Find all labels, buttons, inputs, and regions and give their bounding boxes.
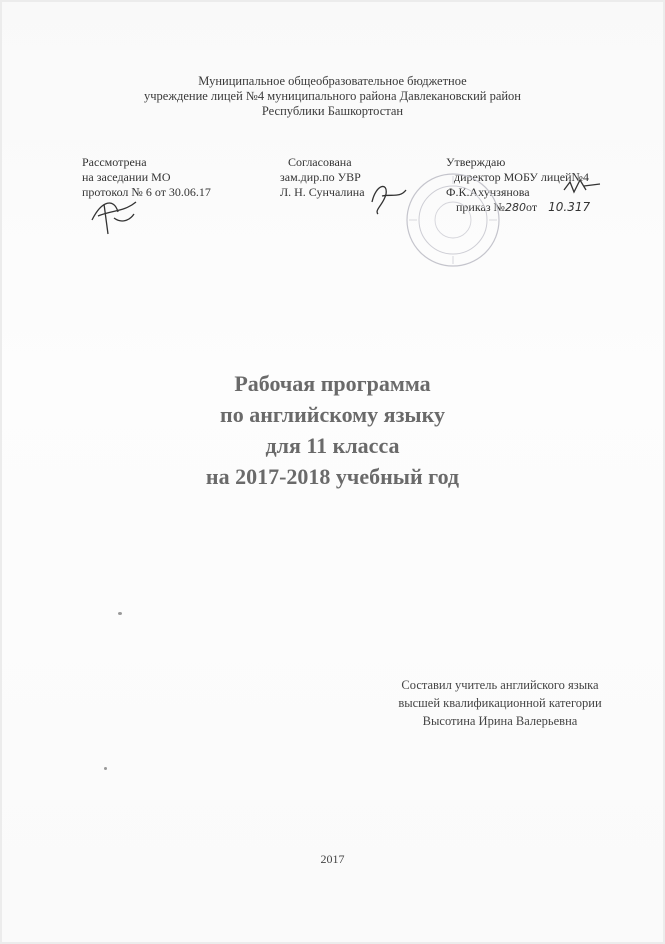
signature-considered [84, 190, 144, 240]
approved-name: Ф.К.Ахунзянова [446, 185, 530, 199]
author-line-3: Высотина Ирина Валерьевна [422, 714, 578, 728]
document-year: 2017 [320, 852, 345, 866]
school-header [0, 74, 665, 119]
scan-speck [118, 612, 122, 615]
author-block [375, 676, 625, 730]
agreed-name: Л. Н. Сунчалина [280, 185, 365, 199]
author-line-1: Составил учитель английского языка [401, 678, 599, 692]
header-line-1: Муниципальное общеобразовательное бюджетное [198, 74, 467, 88]
agreed-position: зам.дир.по УВР [280, 170, 361, 184]
header-line-3: Республики Башкортостан [261, 104, 404, 118]
header-line-2: учреждение лицей №4 муниципального района Давлекановский район [144, 89, 521, 103]
title-line-4: на 2017-2018 учебный год [205, 464, 460, 489]
title-line-1: Рабочая программа [234, 371, 431, 396]
agreed-block [280, 155, 365, 200]
order-number: 280 [505, 201, 527, 214]
scan-speck [104, 767, 107, 770]
considered-meeting: на заседании МО [82, 170, 171, 184]
approved-position: директор МОБУ лицей№4 [454, 170, 589, 184]
agreed-title: Согласована [288, 155, 352, 169]
considered-title: Рассмотрена [82, 155, 147, 169]
order-from: от [526, 200, 538, 214]
considered-protocol: протокол № 6 от 30.06.17 [82, 185, 211, 199]
order-label: приказ № [456, 200, 506, 214]
approved-title: Утверждаю [446, 155, 506, 169]
signature-approved [560, 176, 604, 198]
order-date: 10.317 [548, 200, 591, 214]
document-title [0, 368, 665, 492]
title-line-3: для 11 класса [265, 433, 400, 458]
official-stamp [403, 170, 506, 270]
title-line-2: по английскому языку [220, 402, 445, 427]
author-line-2: высшей квалификационной категории [398, 696, 602, 710]
